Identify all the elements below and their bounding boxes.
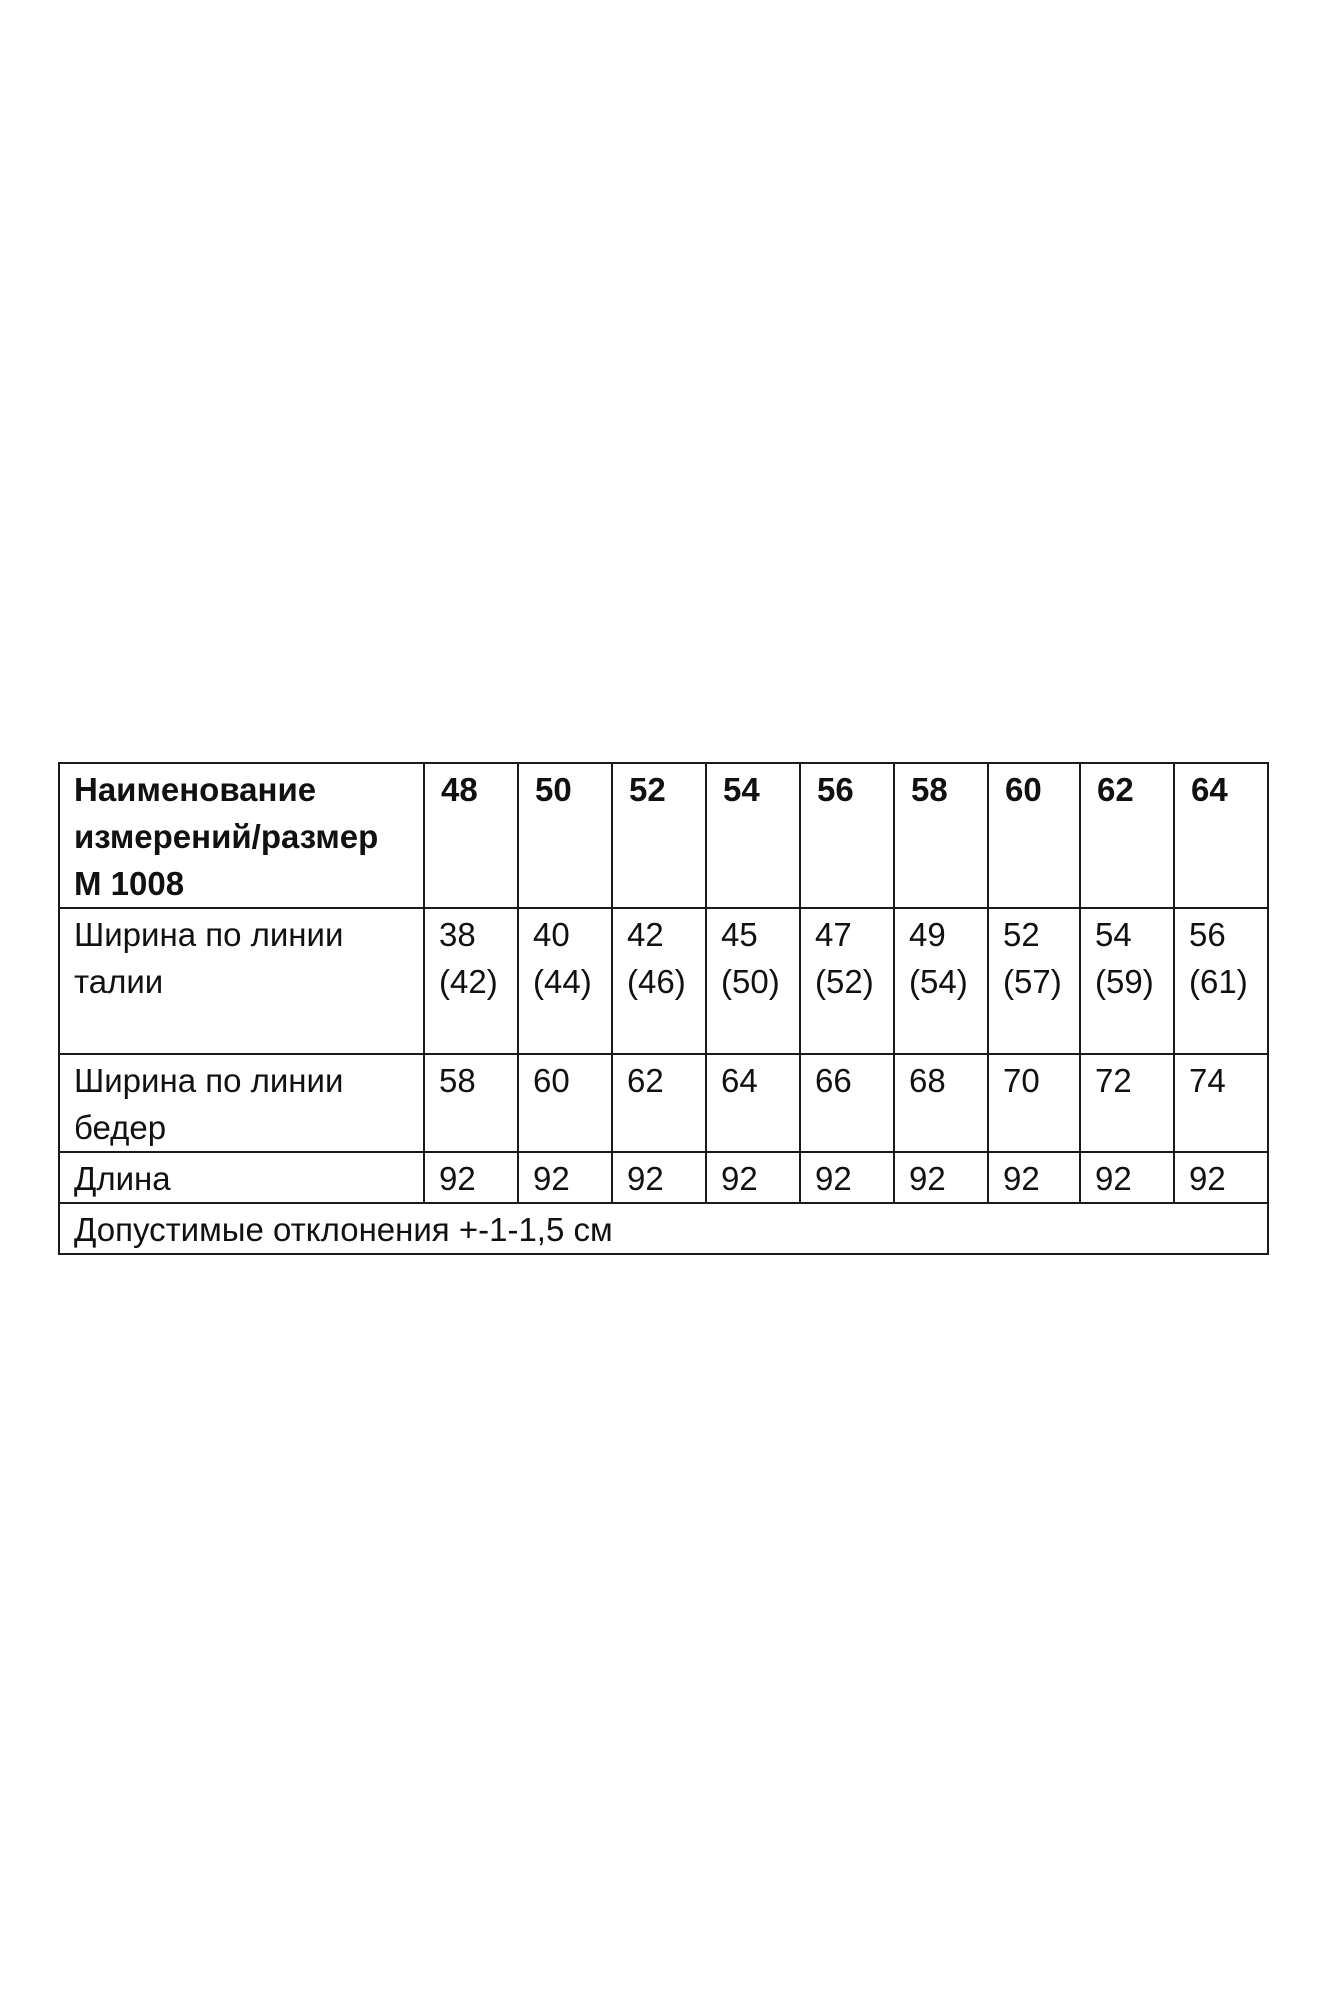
size-header-cell: 52	[612, 763, 706, 908]
value-main: 40	[533, 916, 570, 953]
value-cell: 92	[518, 1152, 612, 1203]
size-header-cell: 48	[424, 763, 518, 908]
size-header-cell: 54	[706, 763, 800, 908]
value-cell: 92	[894, 1152, 988, 1203]
value-cell	[706, 908, 800, 1054]
value-cell	[800, 908, 894, 1054]
value-cell: 58	[424, 1054, 518, 1152]
value-cell: 92	[1080, 1152, 1174, 1203]
value-cell	[424, 908, 518, 1054]
value-cell: 68	[894, 1054, 988, 1152]
value-cell: 70	[988, 1054, 1080, 1152]
row-label-cell	[59, 1152, 424, 1203]
table-row-waist	[59, 908, 1268, 1054]
value-cell: 74	[1174, 1054, 1268, 1152]
row-label-line: Ширина по линии	[74, 1062, 344, 1099]
size-header-cell: 64	[1174, 763, 1268, 908]
value-cell	[1174, 908, 1268, 1054]
value-cell	[518, 908, 612, 1054]
value-main: 54	[1095, 916, 1132, 953]
size-header-cell: 62	[1080, 763, 1174, 908]
header-label-line: измерений/размер	[74, 818, 379, 855]
row-label-line: Длина	[74, 1160, 171, 1197]
table-row-length	[59, 1152, 1268, 1203]
value-cell: 62	[612, 1054, 706, 1152]
value-main: 49	[909, 916, 946, 953]
size-header-cell: 56	[800, 763, 894, 908]
value-cell	[1080, 908, 1174, 1054]
size-chart-table	[58, 762, 1269, 1255]
value-main: 38	[439, 916, 476, 953]
value-cell	[988, 908, 1080, 1054]
value-alt: (54)	[909, 963, 968, 1000]
value-cell: 64	[706, 1054, 800, 1152]
value-main: 47	[815, 916, 852, 953]
value-alt: (46)	[627, 963, 686, 1000]
value-alt: (59)	[1095, 963, 1154, 1000]
value-cell: 92	[706, 1152, 800, 1203]
value-main: 52	[1003, 916, 1040, 953]
value-cell: 92	[424, 1152, 518, 1203]
value-cell: 92	[1174, 1152, 1268, 1203]
value-main: 42	[627, 916, 664, 953]
tolerance-note: Допустимые отклонения +-1-1,5 см	[59, 1203, 1268, 1254]
value-main: 45	[721, 916, 758, 953]
value-cell: 92	[612, 1152, 706, 1203]
row-label-cell	[59, 1054, 424, 1152]
size-header-cell: 60	[988, 763, 1080, 908]
table-row-hips	[59, 1054, 1268, 1152]
header-label-cell	[59, 763, 424, 908]
value-alt: (44)	[533, 963, 592, 1000]
value-alt: (57)	[1003, 963, 1062, 1000]
value-cell: 66	[800, 1054, 894, 1152]
value-cell	[894, 908, 988, 1054]
value-cell: 60	[518, 1054, 612, 1152]
header-label-line: Наименование	[74, 771, 317, 808]
row-label-line: талии	[74, 963, 164, 1000]
size-header-cell: 50	[518, 763, 612, 908]
size-header-cell: 58	[894, 763, 988, 908]
row-label-cell	[59, 908, 424, 1054]
value-alt: (52)	[815, 963, 874, 1000]
value-cell: 72	[1080, 1054, 1174, 1152]
value-alt: (61)	[1189, 963, 1248, 1000]
value-main: 56	[1189, 916, 1226, 953]
table-row-note	[59, 1203, 1268, 1254]
table-header-row	[59, 763, 1268, 908]
value-alt: (50)	[721, 963, 780, 1000]
header-label-line: М 1008	[74, 865, 185, 902]
row-label-line: бедер	[74, 1109, 167, 1146]
value-alt: (42)	[439, 963, 498, 1000]
value-cell: 92	[800, 1152, 894, 1203]
value-cell	[612, 908, 706, 1054]
row-label-line: Ширина по линии	[74, 916, 344, 953]
value-cell: 92	[988, 1152, 1080, 1203]
